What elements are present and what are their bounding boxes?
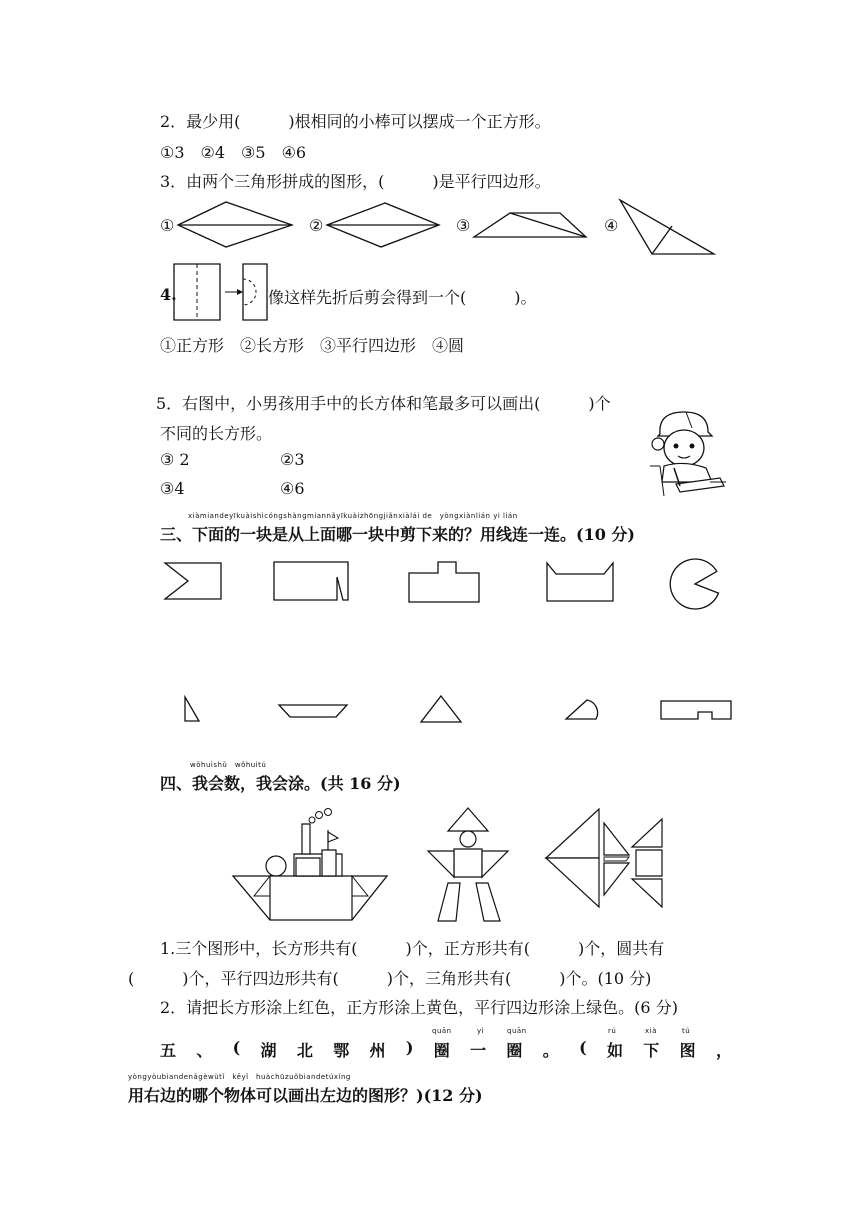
section3-pinyin: xiàmiandeyīkuàishìcóngshàngmiannǎyīkuàizhōngjiǎnxiàlái de yòngxiànlián yi lián	[188, 512, 518, 520]
pinyin-quan-2: quān	[507, 1027, 527, 1035]
section4-pinyin: wǒhuìshǔ wǒhuìtú	[190, 761, 267, 769]
piece-bottom-notched-strip	[660, 700, 732, 720]
q3-marker-1: ①	[160, 216, 175, 235]
q3-marker-3: ③	[456, 216, 471, 235]
piece-bottom-trapezoid	[278, 704, 348, 718]
q3-figure-4	[618, 198, 716, 256]
boat-figure	[232, 808, 388, 924]
section5-char: )	[405, 1038, 414, 1057]
section4-q1-line2: ( )个，平行四边形共有( )个，三角形共有( )个。(10 分)	[128, 969, 652, 988]
pinyin-xia: xià	[645, 1027, 657, 1035]
section5-char: 。	[542, 1041, 559, 1060]
piece-bottom-small-triangle	[183, 695, 201, 723]
section5-title-line2: 用右边的哪个物体可以画出左边的图形？)(12 分)	[128, 1086, 483, 1105]
q4-options: ①正方形 ②长方形 ③平行四边形 ④圆	[160, 336, 465, 355]
q3-figure-1	[176, 199, 296, 251]
section3-title: 三、下面的一块是从上面哪一块中剪下来的？用线连一连。(10 分)	[160, 525, 635, 544]
section5-char: 湖	[260, 1041, 277, 1060]
section5-char: 圈	[433, 1041, 450, 1060]
q4-stem: 像这样先折后剪会得到一个( )。	[268, 288, 537, 307]
shape-top-notched-rectangle	[164, 562, 222, 600]
robot-figure	[426, 807, 510, 923]
section5-char: ，	[715, 1041, 732, 1060]
q3-stem: 3．由两个三角形拼成的图形，( )是平行四边形。	[160, 172, 551, 191]
q2-stem: 2．最少用( )根相同的小棒可以摆成一个正方形。	[160, 112, 551, 131]
section5-char: 州	[369, 1041, 386, 1060]
section4-q2: 2．请把长方形涂上红色，正方形涂上黄色，平行四边形涂上绿色。(6 分)	[160, 998, 678, 1017]
q4-number: 4.	[160, 285, 177, 304]
q4-fold-cut-diagram	[173, 263, 269, 321]
section5-char: 五	[160, 1041, 177, 1060]
section5-char: 、	[196, 1041, 213, 1060]
q5-option-4: ④6	[280, 479, 305, 498]
section5-title-line1	[160, 1038, 732, 1061]
pinyin-quan-1: quān	[432, 1027, 452, 1035]
fish-figure	[544, 807, 666, 909]
q3-marker-4: ④	[604, 216, 619, 235]
q5-line1: 5．右图中，小男孩用手中的长方体和笔最多可以画出( )个	[156, 394, 611, 413]
shape-top-v-notch-rectangle	[546, 562, 614, 602]
piece-bottom-triangle	[420, 695, 462, 723]
shape-top-stepped-rectangle	[408, 561, 480, 603]
q5-option-2: ②3	[280, 450, 305, 469]
pinyin-tu: tú	[682, 1027, 691, 1035]
q5-line2: 不同的长方形。	[160, 424, 273, 443]
section5-pinyin-line2: yòngyòubiandenǎgèwùtǐ kěyǐ huàchūzuǒbiandetúxíng	[128, 1073, 351, 1081]
shape-top-pacman-circle	[668, 557, 722, 611]
section5-char: 圈	[506, 1041, 523, 1060]
pinyin-ru: rú	[608, 1027, 617, 1035]
section5-char: 图	[679, 1041, 696, 1060]
q3-figure-3	[472, 211, 588, 239]
section5-char: (	[579, 1038, 587, 1057]
section5-char: (	[232, 1038, 241, 1057]
q3-marker-2: ②	[309, 216, 324, 235]
section5-char: 下	[643, 1041, 660, 1060]
q5-option-3: ③4	[160, 479, 185, 498]
section5-char: 如	[606, 1041, 623, 1060]
pinyin-yi: yì	[477, 1027, 485, 1035]
section5-char: 北	[296, 1041, 313, 1060]
section4-title: 四、我会数，我会涂。(共 16 分)	[160, 774, 401, 793]
section5-char: 鄂	[333, 1041, 350, 1060]
section4-q1-line1: 1.三个图形中，长方形共有( )个，正方形共有( )个，圆共有	[160, 939, 665, 958]
piece-bottom-sector	[565, 698, 597, 720]
q5-option-1: ③ 2	[160, 450, 190, 469]
q2-options: ①3 ②4 ③5 ④6	[160, 143, 307, 162]
q3-figure-2	[325, 199, 441, 251]
boy-drawing-illustration	[650, 406, 730, 498]
section5-char: 一	[470, 1041, 487, 1060]
shape-top-cut-rectangle	[273, 561, 349, 601]
